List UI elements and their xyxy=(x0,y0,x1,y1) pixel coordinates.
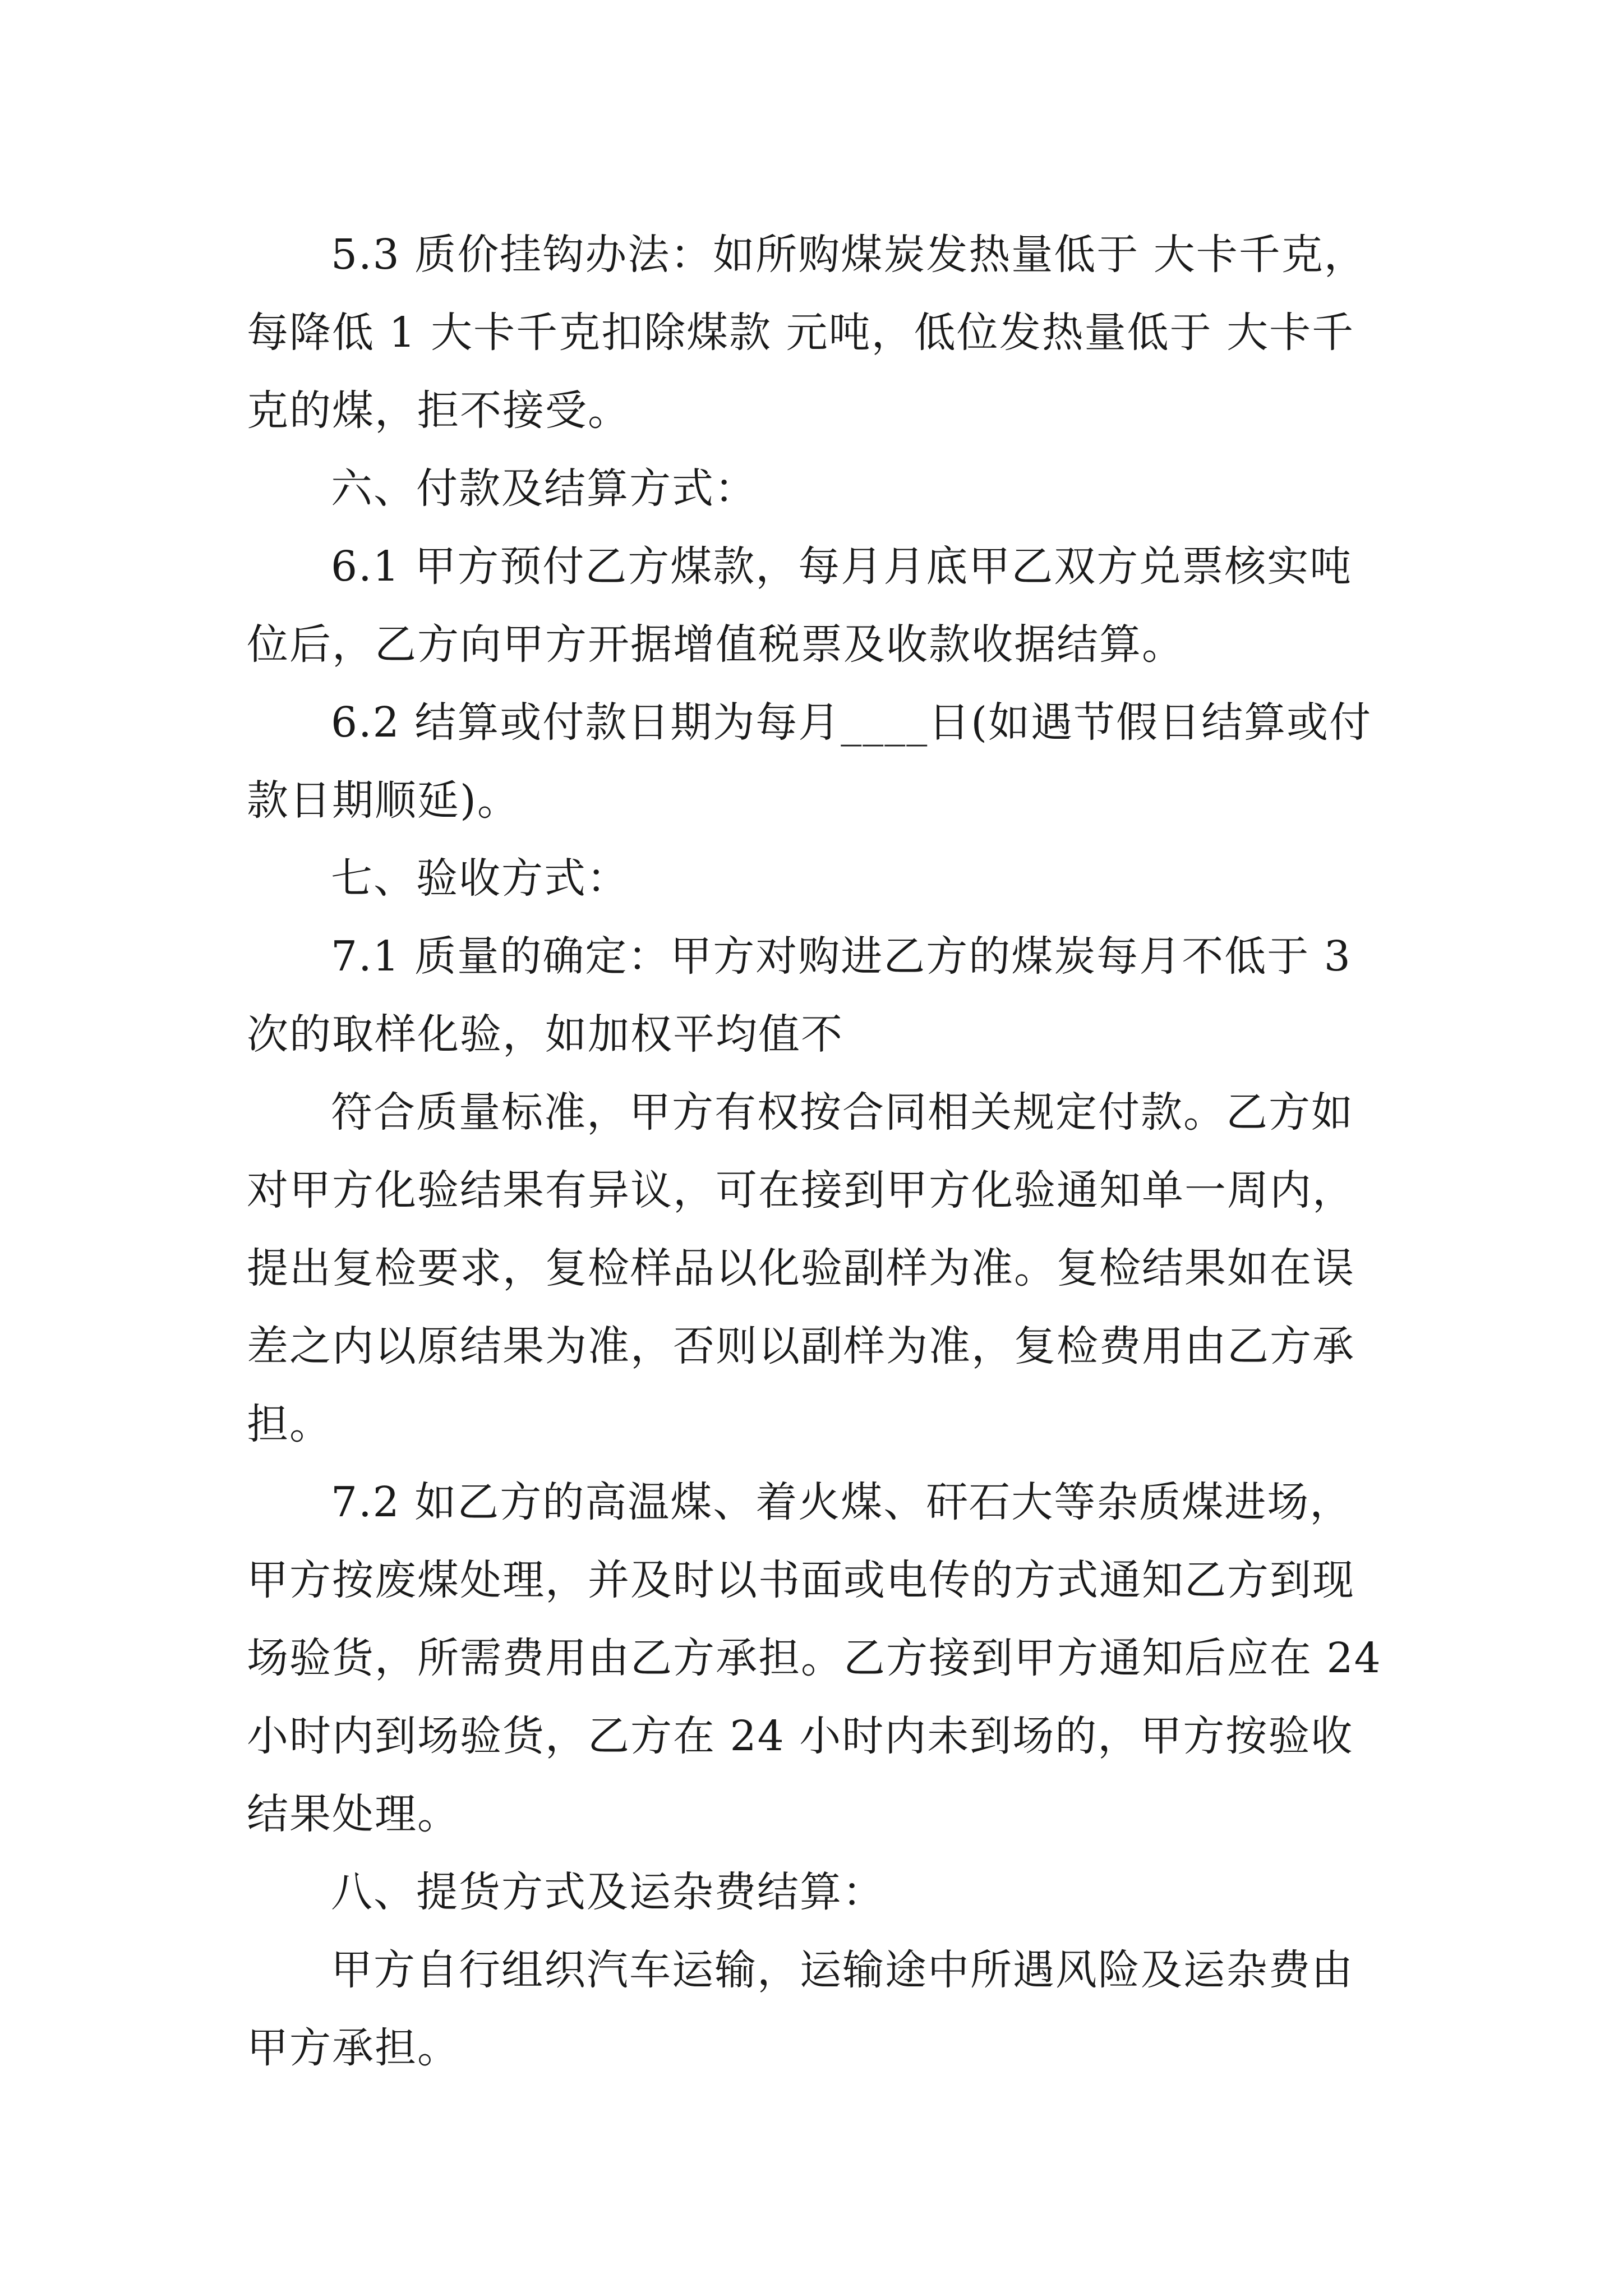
contract-body-text xyxy=(247,216,1391,2087)
text-line: 小时内到场验货，乙方在 24 小时内未到场的，甲方按验收 xyxy=(247,1712,1354,1760)
text-line: 场验货，所需费用由乙方承担。乙方接到甲方通知后应在 24 xyxy=(247,1634,1382,1682)
section-heading: 八、提货方式及运杂费结算： xyxy=(331,1868,885,1916)
text-line: 款日期顺延)。 xyxy=(247,776,520,825)
text-line: 5.3 质价挂钩办法：如所购煤炭发热量低于 大卡千克， xyxy=(331,231,1367,279)
text-line: 甲方承担。 xyxy=(247,2024,460,2072)
text-line: 符合质量标准，甲方有权按合同相关规定付款。乙方如 xyxy=(331,1088,1354,1137)
text-line: 6.1 甲方预付乙方煤款，每月月底甲乙双方兑票核实吨 xyxy=(331,542,1353,591)
text-line: 每降低 1 大卡千克扣除煤款 元吨，低位发热量低于 大卡千 xyxy=(247,309,1355,357)
text-line: 提出复检要求，复检样品以化验副样为准。复检结果如在误 xyxy=(247,1244,1355,1292)
text-line: 克的煤，拒不接受。 xyxy=(247,386,630,435)
section-heading: 六、付款及结算方式： xyxy=(331,464,757,513)
text-line: 甲方按废煤处理，并及时以书面或电传的方式通知乙方到现 xyxy=(247,1556,1355,1604)
text-line: 甲方自行组织汽车运输，运输途中所遇风险及运杂费由 xyxy=(331,1946,1354,1994)
text-line: 结果处理。 xyxy=(247,1790,460,1838)
text-line: 差之内以原结果为准，否则以副样为准，复检费用由乙方承 xyxy=(247,1322,1355,1370)
text-line: 次的取样化验，如加权平均值不 xyxy=(247,1010,843,1059)
text-line: 担。 xyxy=(247,1400,332,1448)
text-line: 7.2 如乙方的高温煤、着火煤、矸石大等杂质煤进场， xyxy=(331,1478,1353,1526)
text-line: 6.2 结算或付款日期为每月____日(如遇节假日结算或付 xyxy=(331,698,1372,747)
text-line: 7.1 质量的确定：甲方对购进乙方的煤炭每月不低于 3 xyxy=(331,932,1352,981)
text-line: 位后，乙方向甲方开据增值税票及收款收据结算。 xyxy=(247,620,1184,669)
text-line: 对甲方化验结果有异议，可在接到甲方化验通知单一周内， xyxy=(247,1166,1355,1214)
section-heading: 七、验收方式： xyxy=(331,854,629,903)
